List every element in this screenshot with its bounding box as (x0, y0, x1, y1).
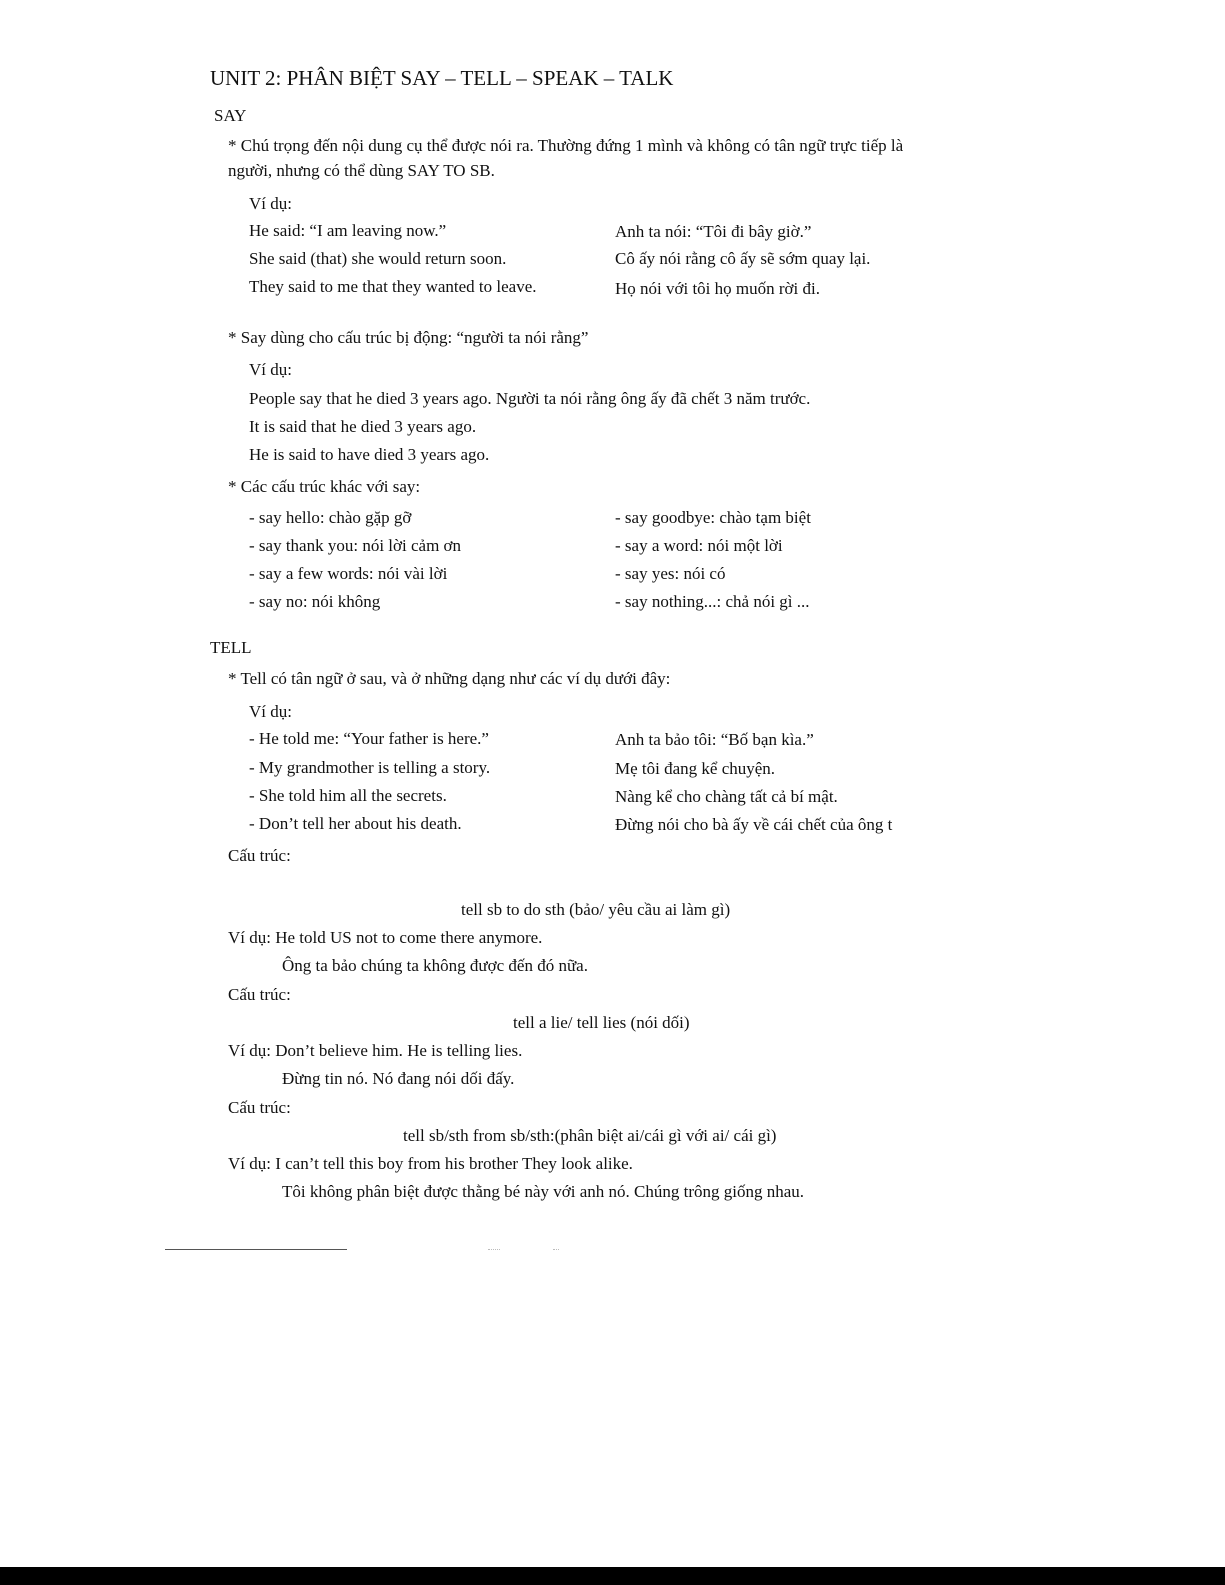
say-passive-example: It is said that he died 3 years ago. (249, 417, 477, 436)
tell-structure-pattern: tell a lie/ tell lies (nói dối) (513, 1013, 690, 1032)
footnote-separator (165, 1249, 347, 1250)
say-example-vi: Họ nói với tôi họ muốn rời đi. (615, 279, 820, 298)
tell-example-vi: Mẹ tôi đang kể chuyện. (615, 759, 776, 778)
tell-structure-label: Cấu trúc: (228, 846, 291, 865)
tell-structure-example: Ví dụ: I can’t tell this boy from his brother They look alike. (228, 1154, 633, 1173)
say-structure-item: - say hello: chào gặp gỡ (249, 508, 412, 527)
say-structure-item: - say a word: nói một lời (615, 536, 783, 555)
tell-example-en: - Don’t tell her about his death. (249, 814, 462, 833)
tell-example-vi: Đừng nói cho bà ấy về cái chết của ông t (615, 815, 893, 834)
say-intro-line: người, nhưng có thể dùng SAY TO SB. (228, 161, 495, 180)
section-heading-tell: TELL (210, 638, 252, 657)
tell-structure-pattern: tell sb/sth from sb/sth:(phân biệt ai/cái gì với ai/ cái gì) (403, 1126, 777, 1145)
tell-example-en: - She told him all the secrets. (249, 786, 447, 805)
example-label: Ví dụ: (249, 360, 292, 379)
say-example-vi: Anh ta nói: “Tôi đi bây giờ.” (615, 222, 812, 241)
tell-structure-example: Ví dụ: Don’t believe him. He is telling lies. (228, 1041, 523, 1060)
say-structure-item: - say thank you: nói lời cảm ơn (249, 536, 462, 555)
say-structure-item: - say yes: nói có (615, 564, 726, 583)
footnote-separator-fragment (488, 1249, 500, 1250)
tell-structure-label: Cấu trúc: (228, 985, 291, 1004)
tell-structure-translation: Ông ta bảo chúng ta không được đến đó nữa. (282, 956, 588, 975)
tell-structure-translation: Tôi không phân biệt được thằng bé này với anh nó. Chúng trông giống nhau. (282, 1182, 805, 1201)
say-structure-item: - say goodbye: chào tạm biệt (615, 508, 811, 527)
page-bottom-border (0, 1567, 1225, 1585)
tell-example-en: - My grandmother is telling a story. (249, 758, 491, 777)
say-structure-item: - say a few words: nói vài lời (249, 564, 448, 583)
tell-example-en: - He told me: “Your father is here.” (249, 729, 489, 748)
say-intro-line: * Chú trọng đến nội dung cụ thể được nói ra. Thường đứng 1 mình và không có tân ngữ trực tiếp là (228, 136, 904, 155)
tell-structure-pattern: tell sb to do sth (bảo/ yêu cầu ai làm gì) (461, 900, 731, 919)
tell-structure-example: Ví dụ: He told US not to come there anymore. (228, 928, 543, 947)
tell-intro: * Tell có tân ngữ ở sau, và ở những dạng như các ví dụ dưới đây: (228, 669, 671, 688)
say-example-en: They said to me that they wanted to leave. (249, 277, 537, 296)
say-passive-example: He is said to have died 3 years ago. (249, 445, 490, 464)
footnote-separator-fragment (553, 1249, 559, 1250)
say-example-en: He said: “I am leaving now.” (249, 221, 447, 240)
page-title: UNIT 2: PHÂN BIỆT SAY – TELL – SPEAK – TALK (210, 66, 674, 90)
say-example-vi: Cô ấy nói rằng cô ấy sẽ sớm quay lại. (615, 249, 871, 268)
example-label: Ví dụ: (249, 702, 292, 721)
tell-example-vi: Anh ta bảo tôi: “Bố bạn kìa.” (615, 730, 814, 749)
say-other-structures-label: * Các cấu trúc khác với say: (228, 477, 421, 496)
say-example-en: She said (that) she would return soon. (249, 249, 507, 268)
say-passive-note: * Say dùng cho cấu trúc bị động: “người ta nói rằng” (228, 328, 589, 347)
tell-example-vi: Nàng kể cho chàng tất cả bí mật. (615, 787, 838, 806)
say-structure-item: - say no: nói không (249, 592, 381, 611)
example-label: Ví dụ: (249, 194, 292, 213)
section-heading-say: SAY (214, 106, 247, 125)
say-structure-item: - say nothing...: chả nói gì ... (615, 592, 810, 611)
tell-structure-translation: Đừng tin nó. Nó đang nói dối đấy. (282, 1069, 515, 1088)
tell-structure-label: Cấu trúc: (228, 1098, 291, 1117)
say-passive-example: People say that he died 3 years ago. Người ta nói rằng ông ấy đã chết 3 năm trước. (249, 389, 811, 408)
